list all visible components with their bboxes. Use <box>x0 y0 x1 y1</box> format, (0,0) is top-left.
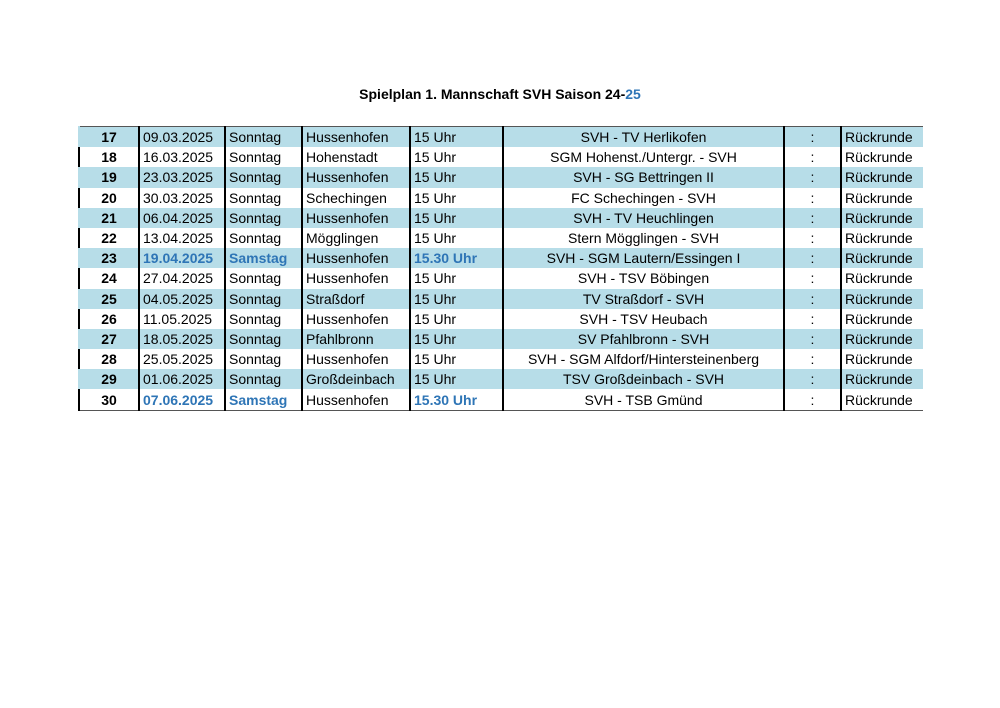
match-pairing: SVH - TV Herlikofen <box>503 127 784 148</box>
match-round: Rückrunde <box>841 208 923 228</box>
match-date: 27.04.2025 <box>139 268 225 288</box>
table-row <box>79 228 923 248</box>
match-number: 19 <box>79 167 139 187</box>
table-row <box>79 167 923 187</box>
match-time: 15 Uhr <box>410 127 503 148</box>
match-day: Sonntag <box>225 329 302 349</box>
page-title <box>0 86 1000 102</box>
match-pairing: SVH - TV Heuchlingen <box>503 208 784 228</box>
match-venue: Hussenhofen <box>302 248 410 268</box>
match-time: 15 Uhr <box>410 167 503 187</box>
match-day: Sonntag <box>225 228 302 248</box>
match-time: 15 Uhr <box>410 329 503 349</box>
match-date: 13.04.2025 <box>139 228 225 248</box>
match-time: 15 Uhr <box>410 268 503 288</box>
table-row <box>79 248 923 268</box>
match-number: 27 <box>79 329 139 349</box>
match-day: Sonntag <box>225 147 302 167</box>
table-row <box>79 369 923 389</box>
match-time: 15 Uhr <box>410 349 503 369</box>
match-venue: Hohenstadt <box>302 147 410 167</box>
match-time: 15.30 Uhr <box>410 248 503 268</box>
match-day: Sonntag <box>225 369 302 389</box>
table-row <box>79 147 923 167</box>
match-time: 15 Uhr <box>410 369 503 389</box>
match-round: Rückrunde <box>841 167 923 187</box>
match-round: Rückrunde <box>841 309 923 329</box>
match-pairing: FC Schechingen - SVH <box>503 188 784 208</box>
match-day: Sonntag <box>225 208 302 228</box>
match-time: 15 Uhr <box>410 188 503 208</box>
match-number: 25 <box>79 289 139 309</box>
match-date: 07.06.2025 <box>139 389 225 410</box>
match-score: : <box>784 309 841 329</box>
table-row <box>79 127 923 148</box>
table-row <box>79 289 923 309</box>
match-venue: Hussenhofen <box>302 389 410 410</box>
match-round: Rückrunde <box>841 268 923 288</box>
match-number: 20 <box>79 188 139 208</box>
match-number: 18 <box>79 147 139 167</box>
match-number: 17 <box>79 127 139 148</box>
match-date: 23.03.2025 <box>139 167 225 187</box>
match-number: 21 <box>79 208 139 228</box>
match-score: : <box>784 248 841 268</box>
match-venue: Schechingen <box>302 188 410 208</box>
match-venue: Hussenhofen <box>302 127 410 148</box>
match-score: : <box>784 167 841 187</box>
match-day: Sonntag <box>225 309 302 329</box>
table-row <box>79 309 923 329</box>
match-round: Rückrunde <box>841 389 923 410</box>
match-score: : <box>784 147 841 167</box>
match-score: : <box>784 349 841 369</box>
title-prefix: Spielplan 1. Mannschaft SVH Saison 24- <box>359 86 626 102</box>
match-pairing: SV Pfahlbronn - SVH <box>503 329 784 349</box>
match-score: : <box>784 268 841 288</box>
match-round: Rückrunde <box>841 248 923 268</box>
match-venue: Hussenhofen <box>302 208 410 228</box>
match-pairing: Stern Mögglingen - SVH <box>503 228 784 248</box>
match-round: Rückrunde <box>841 127 923 148</box>
match-venue: Hussenhofen <box>302 268 410 288</box>
match-round: Rückrunde <box>841 289 923 309</box>
match-date: 06.04.2025 <box>139 208 225 228</box>
match-number: 29 <box>79 369 139 389</box>
match-pairing: SVH - SGM Alfdorf/Hintersteinenberg <box>503 349 784 369</box>
match-day: Sonntag <box>225 349 302 369</box>
match-score: : <box>784 228 841 248</box>
match-day: Samstag <box>225 248 302 268</box>
match-venue: Hussenhofen <box>302 167 410 187</box>
match-score: : <box>784 369 841 389</box>
title-suffix: 25 <box>625 86 641 102</box>
match-time: 15 Uhr <box>410 147 503 167</box>
match-time: 15 Uhr <box>410 228 503 248</box>
match-date: 18.05.2025 <box>139 329 225 349</box>
match-time: 15.30 Uhr <box>410 389 503 410</box>
match-score: : <box>784 329 841 349</box>
match-pairing: SVH - TSB Gmünd <box>503 389 784 410</box>
match-date: 09.03.2025 <box>139 127 225 148</box>
table-row <box>79 188 923 208</box>
match-venue: Hussenhofen <box>302 309 410 329</box>
match-round: Rückrunde <box>841 369 923 389</box>
match-score: : <box>784 188 841 208</box>
match-pairing: TSV Großdeinbach - SVH <box>503 369 784 389</box>
match-venue: Mögglingen <box>302 228 410 248</box>
match-time: 15 Uhr <box>410 289 503 309</box>
match-venue: Pfahlbronn <box>302 329 410 349</box>
schedule-table <box>78 126 923 411</box>
match-time: 15 Uhr <box>410 208 503 228</box>
match-venue: Großdeinbach <box>302 369 410 389</box>
match-round: Rückrunde <box>841 349 923 369</box>
match-date: 01.06.2025 <box>139 369 225 389</box>
match-round: Rückrunde <box>841 188 923 208</box>
table-row <box>79 389 923 410</box>
match-score: : <box>784 289 841 309</box>
match-number: 26 <box>79 309 139 329</box>
match-day: Samstag <box>225 389 302 410</box>
match-number: 22 <box>79 228 139 248</box>
match-pairing: SVH - TSV Böbingen <box>503 268 784 288</box>
match-number: 30 <box>79 389 139 410</box>
match-round: Rückrunde <box>841 147 923 167</box>
match-round: Rückrunde <box>841 228 923 248</box>
match-venue: Hussenhofen <box>302 349 410 369</box>
match-pairing: SVH - SGM Lautern/Essingen I <box>503 248 784 268</box>
match-date: 04.05.2025 <box>139 289 225 309</box>
table-row <box>79 268 923 288</box>
match-date: 25.05.2025 <box>139 349 225 369</box>
match-pairing: SVH - TSV Heubach <box>503 309 784 329</box>
match-time: 15 Uhr <box>410 309 503 329</box>
match-date: 16.03.2025 <box>139 147 225 167</box>
match-number: 28 <box>79 349 139 369</box>
match-pairing: TV Straßdorf - SVH <box>503 289 784 309</box>
match-date: 19.04.2025 <box>139 248 225 268</box>
match-score: : <box>784 208 841 228</box>
match-date: 11.05.2025 <box>139 309 225 329</box>
match-day: Sonntag <box>225 127 302 148</box>
match-pairing: SVH - SG Bettringen II <box>503 167 784 187</box>
table-row <box>79 329 923 349</box>
table-row <box>79 208 923 228</box>
match-score: : <box>784 127 841 148</box>
match-day: Sonntag <box>225 188 302 208</box>
match-day: Sonntag <box>225 167 302 187</box>
match-number: 24 <box>79 268 139 288</box>
match-date: 30.03.2025 <box>139 188 225 208</box>
match-round: Rückrunde <box>841 329 923 349</box>
match-day: Sonntag <box>225 289 302 309</box>
match-score: : <box>784 389 841 410</box>
table-row <box>79 349 923 369</box>
match-venue: Straßdorf <box>302 289 410 309</box>
match-day: Sonntag <box>225 268 302 288</box>
match-number: 23 <box>79 248 139 268</box>
match-pairing: SGM Hohenst./Untergr. - SVH <box>503 147 784 167</box>
